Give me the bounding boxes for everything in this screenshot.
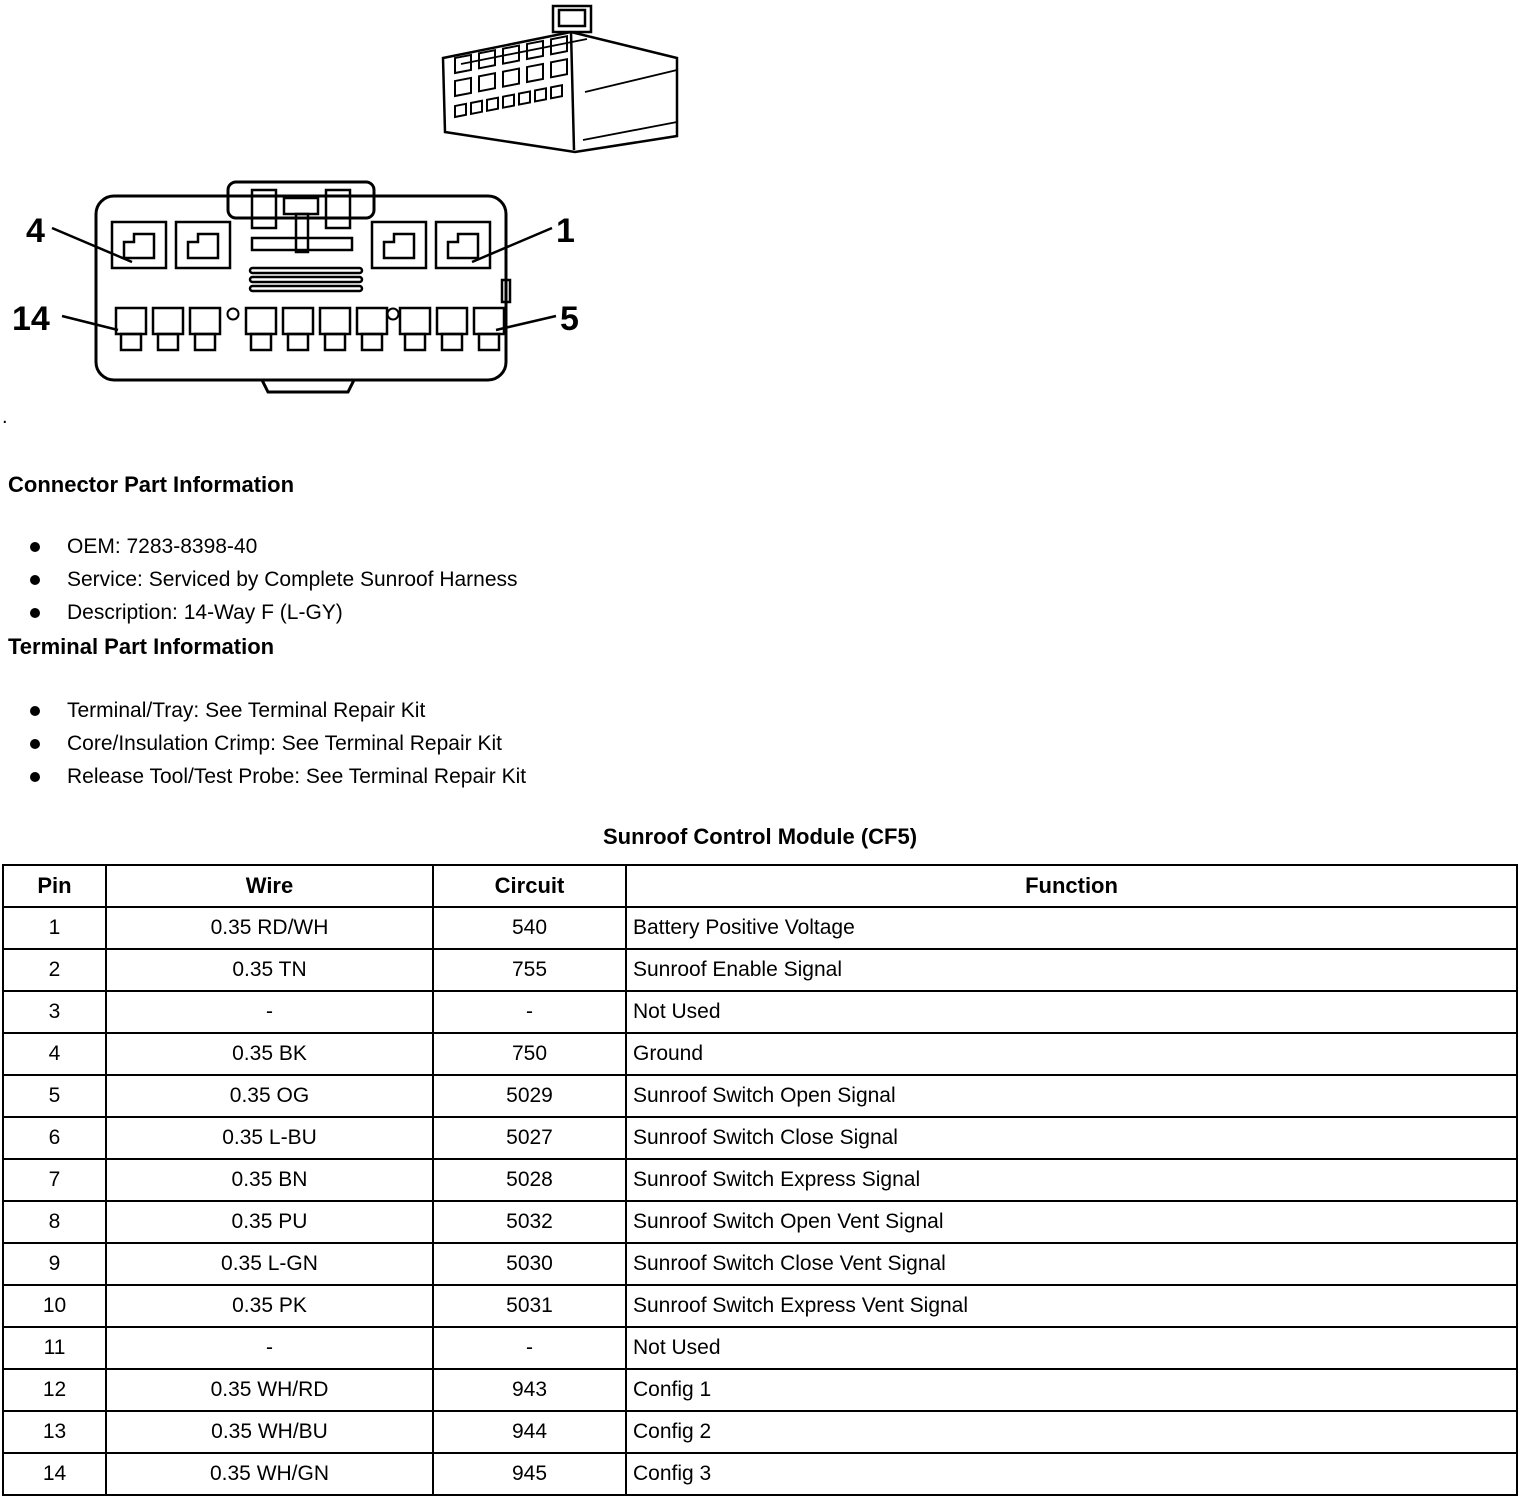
list-item	[8, 760, 526, 793]
list-item-text: Service: Serviced by Complete Sunroof Harness	[67, 567, 518, 591]
list-item-text: Description: 14-Way F (L-GY)	[67, 600, 343, 624]
pin-cell: 12	[3, 1369, 106, 1411]
wire-cell: 0.35 PU	[106, 1201, 433, 1243]
function-cell: Config 3	[626, 1453, 1517, 1495]
table-row	[3, 1327, 1517, 1369]
wire-cell: -	[106, 1327, 433, 1369]
pin-cell: 1	[3, 907, 106, 949]
front-bottom-terminals	[116, 308, 504, 350]
pin-callout-bottom-right: 5	[560, 300, 579, 338]
table-row	[3, 907, 1517, 949]
circuit-cell: 944	[433, 1411, 626, 1453]
table-row	[3, 1159, 1517, 1201]
table-header-row	[3, 865, 1517, 907]
pin-cell: 3	[3, 991, 106, 1033]
table-row	[3, 1453, 1517, 1495]
wire-column-header: Wire	[106, 865, 433, 907]
function-cell: Sunroof Enable Signal	[626, 949, 1517, 991]
wire-cell: 0.35 L-BU	[106, 1117, 433, 1159]
bullet-icon	[30, 739, 40, 749]
circuit-cell: 750	[433, 1033, 626, 1075]
table-row	[3, 1075, 1517, 1117]
pin-callout-top-left: 4	[26, 212, 45, 250]
connector-part-info-list	[8, 530, 518, 629]
circuit-cell: 5031	[433, 1285, 626, 1327]
list-item-text: Terminal/Tray: See Terminal Repair Kit	[67, 698, 426, 722]
pin-cell: 2	[3, 949, 106, 991]
circuit-cell: 5030	[433, 1243, 626, 1285]
function-cell: Sunroof Switch Express Vent Signal	[626, 1285, 1517, 1327]
connector-part-info-heading: Connector Part Information	[8, 472, 295, 497]
pin-cell: 5	[3, 1075, 106, 1117]
wire-cell: 0.35 L-GN	[106, 1243, 433, 1285]
list-item-text: Core/Insulation Crimp: See Terminal Repair Kit	[67, 731, 502, 755]
callout-leader-lines	[52, 228, 556, 330]
function-cell: Sunroof Switch Open Vent Signal	[626, 1201, 1517, 1243]
table-row	[3, 1243, 1517, 1285]
circuit-column-header: Circuit	[433, 865, 626, 907]
wire-cell: 0.35 WH/BU	[106, 1411, 433, 1453]
pin-cell: 10	[3, 1285, 106, 1327]
function-cell: Config 2	[626, 1411, 1517, 1453]
pin-cell: 11	[3, 1327, 106, 1369]
bullet-icon	[30, 706, 40, 716]
circuit-cell: 755	[433, 949, 626, 991]
bullet-icon	[30, 542, 40, 552]
pin-cell: 6	[3, 1117, 106, 1159]
table-row	[3, 1285, 1517, 1327]
pin-cell: 7	[3, 1159, 106, 1201]
bullet-icon	[30, 608, 40, 618]
pin-cell: 9	[3, 1243, 106, 1285]
table-row	[3, 949, 1517, 991]
function-cell: Battery Positive Voltage	[626, 907, 1517, 949]
list-item	[8, 596, 518, 629]
wire-cell: 0.35 WH/GN	[106, 1453, 433, 1495]
table-title: Sunroof Control Module (CF5)	[602, 824, 918, 849]
terminal-part-info-heading: Terminal Part Information	[8, 634, 275, 659]
list-item-text: Release Tool/Test Probe: See Terminal Repair Kit	[67, 764, 527, 788]
table-row	[3, 1201, 1517, 1243]
connector-front-view-diagram	[0, 180, 660, 410]
bullet-icon	[30, 575, 40, 585]
function-cell: Ground	[626, 1033, 1517, 1075]
table-row	[3, 1411, 1517, 1453]
wire-cell: 0.35 WH/RD	[106, 1369, 433, 1411]
function-cell: Sunroof Switch Open Signal	[626, 1075, 1517, 1117]
wire-cell: 0.35 RD/WH	[106, 907, 433, 949]
wire-cell: 0.35 BN	[106, 1159, 433, 1201]
circuit-cell: -	[433, 1327, 626, 1369]
table-row	[3, 1117, 1517, 1159]
wire-cell: 0.35 PK	[106, 1285, 433, 1327]
pin-cell: 13	[3, 1411, 106, 1453]
function-cell: Sunroof Switch Close Vent Signal	[626, 1243, 1517, 1285]
pin-cell: 14	[3, 1453, 106, 1495]
function-cell: Config 1	[626, 1369, 1517, 1411]
list-item	[8, 694, 526, 727]
function-cell: Sunroof Switch Close Signal	[626, 1117, 1517, 1159]
pinout-table	[2, 864, 1518, 1496]
function-cell: Sunroof Switch Express Signal	[626, 1159, 1517, 1201]
front-latch-details	[250, 190, 510, 302]
table-row	[3, 1033, 1517, 1075]
connector-isometric-diagram	[425, 0, 695, 175]
terminal-part-info-list	[8, 694, 526, 793]
circuit-cell: 945	[433, 1453, 626, 1495]
wire-cell: 0.35 OG	[106, 1075, 433, 1117]
table-row	[3, 991, 1517, 1033]
table-row	[3, 1369, 1517, 1411]
circuit-cell: 5028	[433, 1159, 626, 1201]
list-item	[8, 727, 526, 760]
circuit-cell: 5027	[433, 1117, 626, 1159]
pinout-table-body	[3, 907, 1517, 1495]
pin-callout-top-right: 1	[556, 212, 575, 250]
pin-callout-bottom-left: 14	[12, 300, 50, 338]
function-cell: Not Used	[626, 1327, 1517, 1369]
wire-cell: 0.35 TN	[106, 949, 433, 991]
pin-cell: 4	[3, 1033, 106, 1075]
wire-cell: 0.35 BK	[106, 1033, 433, 1075]
pin-cell: 8	[3, 1201, 106, 1243]
front-top-terminals	[112, 222, 490, 268]
circuit-cell: -	[433, 991, 626, 1033]
circuit-cell: 943	[433, 1369, 626, 1411]
list-item-text: OEM: 7283-8398-40	[67, 534, 258, 558]
stray-period: .	[2, 406, 8, 428]
wire-cell: -	[106, 991, 433, 1033]
function-column-header: Function	[626, 865, 1517, 907]
pin-column-header: Pin	[3, 865, 106, 907]
function-cell: Not Used	[626, 991, 1517, 1033]
bullet-icon	[30, 772, 40, 782]
circuit-cell: 5032	[433, 1201, 626, 1243]
circuit-cell: 540	[433, 907, 626, 949]
list-item	[8, 530, 518, 563]
list-item	[8, 563, 518, 596]
circuit-cell: 5029	[433, 1075, 626, 1117]
